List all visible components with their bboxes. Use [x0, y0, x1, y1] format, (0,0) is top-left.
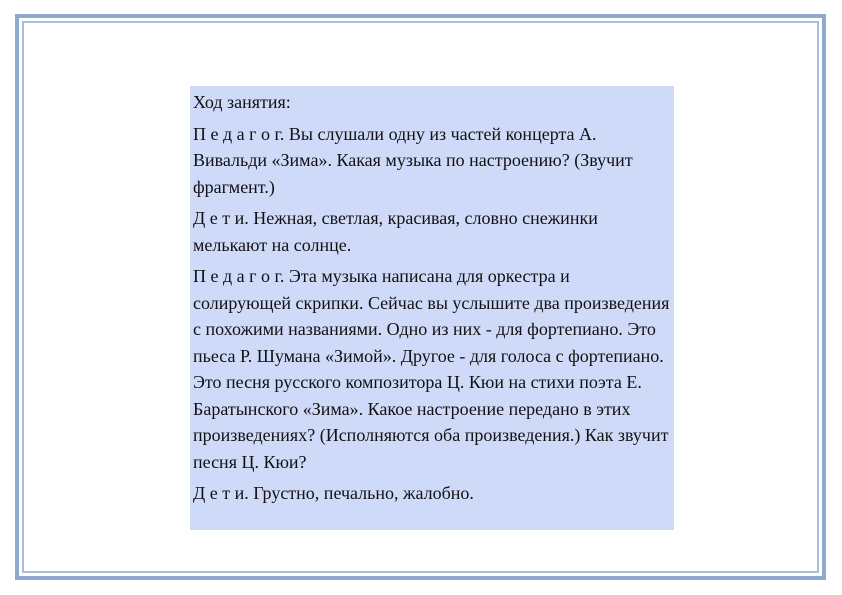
dialogue-paragraph-1	[193, 121, 671, 201]
dialogue-text: Грустно, печально, жалобно.	[248, 483, 474, 503]
lesson-heading	[193, 89, 671, 116]
dialogue-text: Нежная, светлая, красивая, словно снежинки мелькают на солнце.	[193, 208, 598, 255]
speaker-label: Д е т и.	[193, 208, 249, 228]
dialogue-paragraph-3	[193, 263, 671, 475]
lesson-heading-text: Ход занятия:	[193, 92, 291, 112]
speaker-label: П е д а г о г.	[193, 123, 285, 144]
dialogue-paragraph-2	[193, 205, 671, 258]
dialogue-text: Вы слушали одну из частей концерта А. Вивальди «Зима». Какая музыка по настроению? (Звучит фрагмент.)	[193, 123, 633, 197]
dialogue-paragraph-4	[193, 480, 671, 507]
dialogue-text: Эта музыка написана для оркестра и солирующей скрипки. Сейчас вы услышите два произведения с похожими названиями. Одно из них - для фортепиано. Это пьеса Р. Шумана «Зимой». Другое - для голоса с фортепиано. Это песня русского композитора Ц. Кюи на стихи поэта Е. Баратынского «Зима». Какое настроение передано в этих произведениях? (Исполняются оба произведения.) Как звучит песня Ц. Кюи?	[193, 266, 670, 472]
lesson-text-box	[190, 86, 674, 530]
speaker-label: Д е т и.	[193, 483, 249, 503]
speaker-label: П е д а г о г.	[193, 266, 285, 286]
